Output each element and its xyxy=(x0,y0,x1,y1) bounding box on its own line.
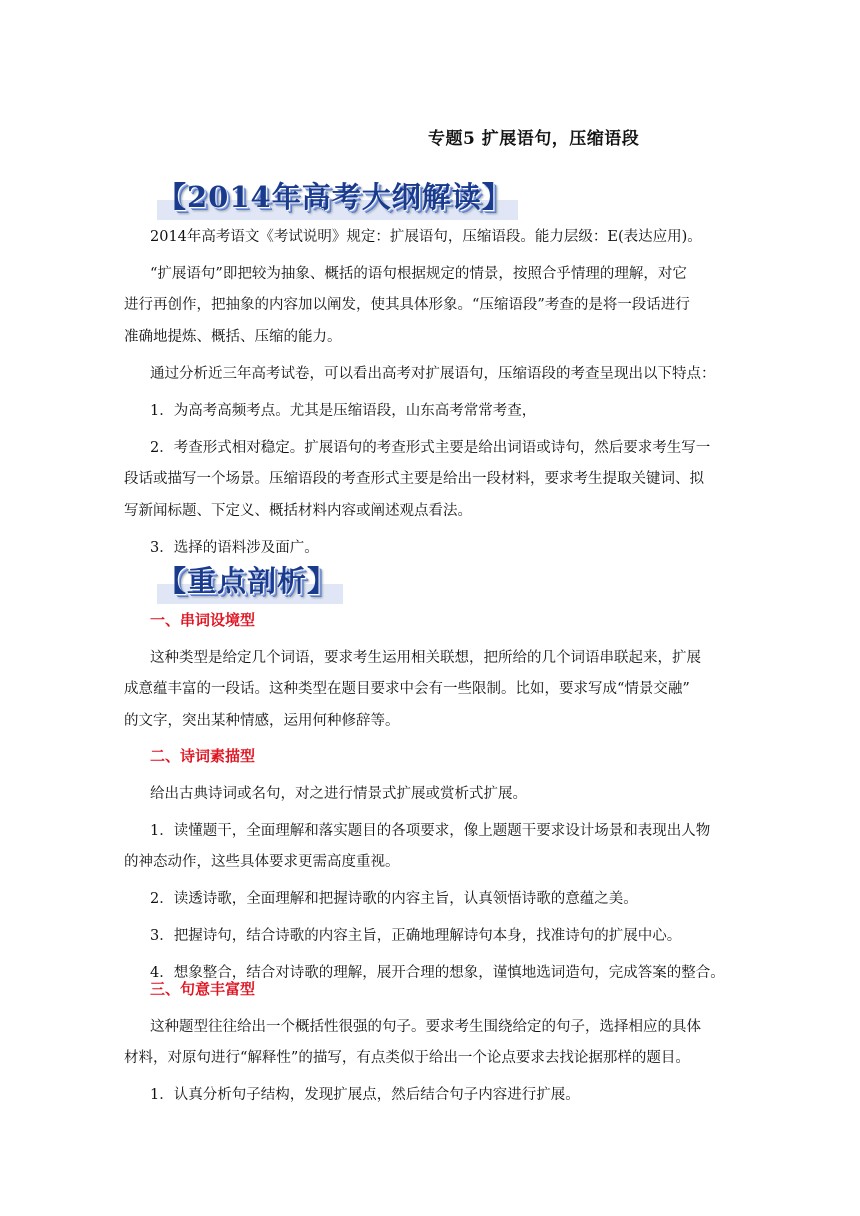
intro-paragraph-2-line-1: “扩展语句”即把较为抽象、概括的语句根据规定的情景，按照合乎情理的理解，对它 xyxy=(150,266,687,282)
section-3-item-1: 1．认真分析句子结构，发现扩展点，然后结合句子内容进行扩展。 xyxy=(150,1087,580,1103)
banner-key-analysis xyxy=(157,559,343,604)
section-2-item-1-line-2: 的神态动作，这些具体要求更需高度重视。 xyxy=(124,854,400,870)
document-title: 专题5 扩展语句，压缩语段 xyxy=(428,129,640,149)
intro-item-3: 3．选择的语料涉及面广。 xyxy=(150,540,319,556)
intro-paragraph-3: 通过分析近三年高考试卷，可以看出高考对扩展语句，压缩语段的考查呈现出以下特点： xyxy=(150,366,716,382)
banner-syllabus-text: 【2014年高考大纲解读】 xyxy=(157,175,518,220)
intro-paragraph-1: 2014年高考语文《考试说明》规定：扩展语句，压缩语段。能力层级：E(表达应用)。 xyxy=(150,229,702,245)
intro-item-2-line-3: 写新闻标题、下定义、概括材料内容或阐述观点看法。 xyxy=(124,503,472,519)
intro-paragraph-2-line-3: 准确地提炼、概括、压缩的能力。 xyxy=(124,329,342,345)
section-2-intro: 给出古典诗词或名句，对之进行情景式扩展或赏析式扩展。 xyxy=(150,786,527,802)
section-2-heading: 二、诗词素描型 xyxy=(150,747,256,765)
section-2-item-3: 3．把握诗句，结合诗歌的内容主旨，正确地理解诗句本身，找准诗句的扩展中心。 xyxy=(150,928,682,944)
section-2-item-4: 4．想象整合，结合对诗歌的理解，展开合理的想象，谨慎地选词造句，完成答案的整合。 xyxy=(150,965,725,981)
section-3-line-1: 这种题型往往给出一个概括性很强的句子。要求考生围绕给定的句子，选择相应的具体 xyxy=(150,1019,701,1035)
section-1-line-2: 成意蕴丰富的一段话。这种类型在题目要求中会有一些限制。比如，要求写成“情景交融” xyxy=(124,681,690,697)
section-2-item-2: 2．读透诗歌，全面理解和把握诗歌的内容主旨，认真领悟诗歌的意蕴之美。 xyxy=(150,891,638,907)
section-3-heading: 三、句意丰富型 xyxy=(150,980,256,998)
section-1-heading: 一、串词设境型 xyxy=(150,611,256,629)
banner-key-analysis-text: 【重点剖析】 xyxy=(157,559,343,604)
intro-paragraph-2-line-2: 进行再创作，把抽象的内容加以阐发，使其具体形象。“压缩语段”考查的是将一段话进行 xyxy=(124,297,690,313)
section-3-line-2: 材料，对原句进行“解释性”的描写，有点类似于给出一个论点要求去找论据那样的题目。 xyxy=(124,1050,690,1066)
intro-item-2-line-2: 段话或描写一个场景。压缩语段的考查形式主要是给出一段材料，要求考生提取关键词、拟 xyxy=(124,471,704,487)
intro-item-2-line-1: 2．考查形式相对稳定。扩展语句的考查形式主要是给出词语或诗句，然后要求考生写一 xyxy=(150,440,711,456)
section-2-item-1-line-1: 1．读懂题干，全面理解和落实题目的各项要求，像上题题干要求设计场景和表现出人物 xyxy=(150,823,711,839)
banner-syllabus xyxy=(157,175,518,220)
intro-item-1: 1．为高考高频考点。尤其是压缩语段，山东高考常常考查， xyxy=(150,403,537,419)
section-1-line-3: 的文字，突出某种情感，运用何种修辞等。 xyxy=(124,713,400,729)
section-1-line-1: 这种类型是给定几个词语，要求考生运用相关联想，把所给的几个词语串联起来，扩展 xyxy=(150,650,701,666)
